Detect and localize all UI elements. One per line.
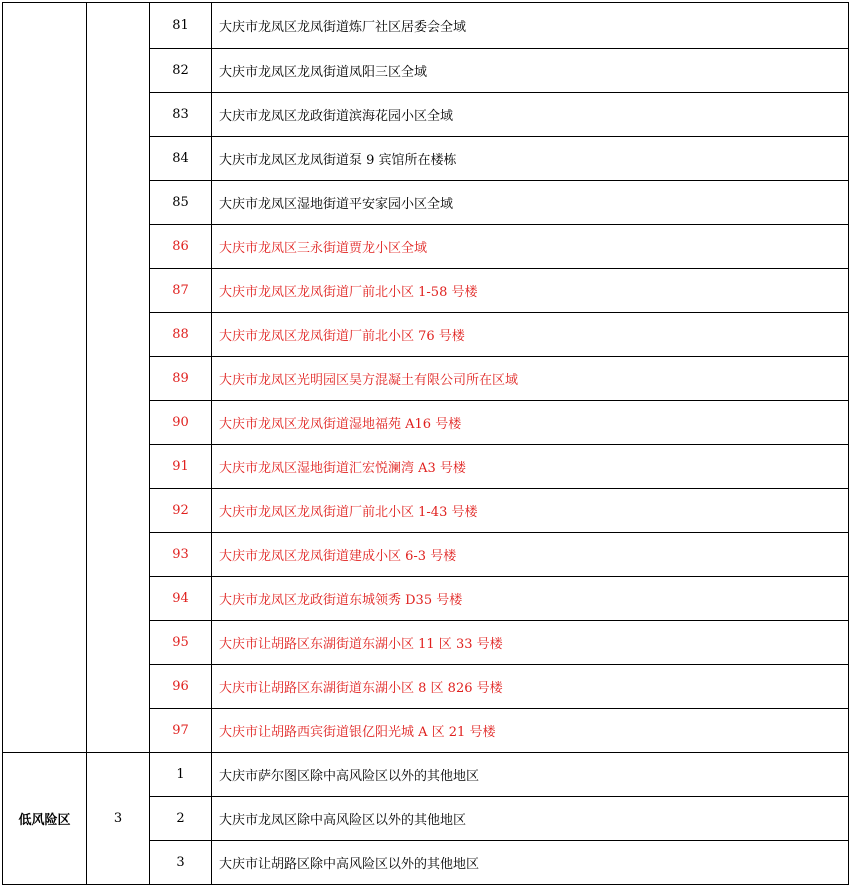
row-address: 大庆市龙凤区龙政街道东城领秀 D35 号楼 [212,577,849,621]
row-address: 大庆市龙凤区三永街道贾龙小区全域 [212,225,849,269]
row-address: 大庆市龙凤区龙凤街道厂前北小区 1-58 号楼 [212,269,849,313]
row-address: 大庆市龙凤区龙凤街道凤阳三区全域 [212,49,849,93]
row-address: 大庆市龙凤区湿地街道平安家园小区全域 [212,181,849,225]
row-number: 2 [150,797,212,841]
row-address: 大庆市让胡路区东湖街道东湖小区 8 区 826 号楼 [212,665,849,709]
row-address: 大庆市龙凤区龙凤街道泵 9 宾馆所在楼栋 [212,137,849,181]
row-number: 86 [150,225,212,269]
row-number: 83 [150,93,212,137]
row-address: 大庆市龙凤区龙政街道滨海花园小区全域 [212,93,849,137]
row-number: 97 [150,709,212,753]
row-address: 大庆市龙凤区除中高风险区以外的其他地区 [212,797,849,841]
row-number: 3 [150,841,212,885]
category-cell-high [3,3,87,753]
row-number: 92 [150,489,212,533]
low-risk-category-label: 低风险区 [3,753,87,885]
low-risk-count: 3 [87,753,150,885]
row-address: 大庆市让胡路区东湖街道东湖小区 11 区 33 号楼 [212,621,849,665]
row-address: 大庆市萨尔图区除中高风险区以外的其他地区 [212,753,849,797]
row-number: 1 [150,753,212,797]
row-number: 94 [150,577,212,621]
row-number: 85 [150,181,212,225]
row-number: 96 [150,665,212,709]
row-address: 大庆市龙凤区龙凤街道厂前北小区 1-43 号楼 [212,489,849,533]
row-number: 84 [150,137,212,181]
row-number: 82 [150,49,212,93]
table-row [3,753,849,797]
row-number: 87 [150,269,212,313]
table-row [3,3,849,49]
count-cell-high [87,3,150,753]
row-address: 大庆市让胡路西宾街道银亿阳光城 A 区 21 号楼 [212,709,849,753]
row-number: 90 [150,401,212,445]
row-number: 91 [150,445,212,489]
row-address: 大庆市龙凤区光明园区昊方混凝土有限公司所在区域 [212,357,849,401]
row-address: 大庆市龙凤区湿地街道汇宏悦澜湾 A3 号楼 [212,445,849,489]
risk-area-table [2,2,849,885]
row-address: 大庆市龙凤区龙凤街道厂前北小区 76 号楼 [212,313,849,357]
row-address: 大庆市龙凤区龙凤街道湿地福苑 A16 号楼 [212,401,849,445]
row-number: 88 [150,313,212,357]
row-address: 大庆市龙凤区龙凤街道炼厂社区居委会全域 [212,3,849,49]
row-number: 95 [150,621,212,665]
row-address: 大庆市让胡路区除中高风险区以外的其他地区 [212,841,849,885]
row-number: 89 [150,357,212,401]
row-number: 93 [150,533,212,577]
row-address: 大庆市龙凤区龙凤街道建成小区 6-3 号楼 [212,533,849,577]
row-number: 81 [150,3,212,49]
